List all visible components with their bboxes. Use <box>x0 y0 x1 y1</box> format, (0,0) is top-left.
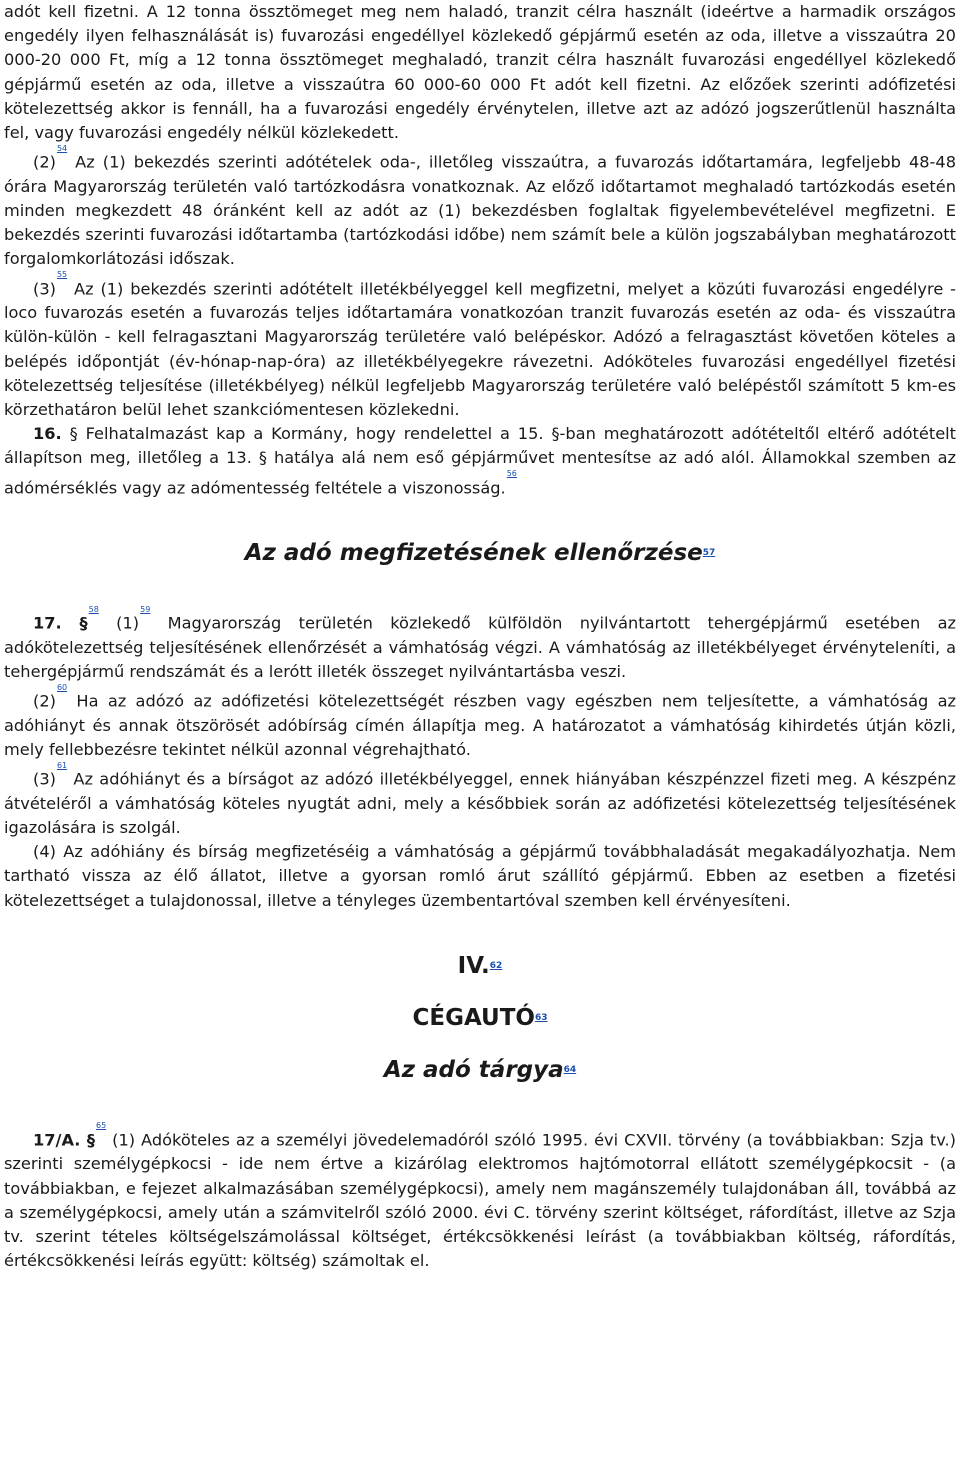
section-symbol: § <box>80 1130 95 1150</box>
heading-text: IV. <box>457 952 490 979</box>
paragraph-text: § Felhatalmazást kap a Kormány, hogy rendelettel a 15. §-ban meghatározott adótételtől eltérő adótételt állapítson meg, illetőleg a 13. § hatálya alá nem eső gépjárművet mentesítse az adó alól. Államokkal szemben az adómérséklés vagy az adómentesség feltétele a viszonosság. <box>4 424 956 498</box>
section-number: 17/A. <box>33 1130 81 1150</box>
paragraph-16 <box>4 422 956 500</box>
footnote-link-55[interactable]: 55 <box>56 270 68 280</box>
heading-tax-subject <box>4 1055 956 1085</box>
footnote-link-60[interactable]: 60 <box>56 682 68 692</box>
section-symbol: § <box>61 613 88 633</box>
footnote-link-64[interactable]: 64 <box>563 1064 577 1075</box>
heading-company-car <box>4 1003 956 1033</box>
footnote-link-65[interactable]: 65 <box>95 1121 107 1131</box>
footnote-link-59[interactable]: 59 <box>140 604 151 614</box>
subsection-label: (3) <box>33 279 56 299</box>
footnote-link-56[interactable]: 56 <box>506 469 517 479</box>
subsection-label: (2) <box>33 691 56 711</box>
paragraph-17-2 <box>4 684 956 762</box>
paragraph-text: Ha az adózó az adófizetési kötelezettségét részben vagy egészben nem teljesítette, a vámhatóság az adóhiányt és annak ötszörösét adóbírság címén állapítja meg. A határozatot a vámhatóság kihirdetés útján közli, mely fellebbezésre tekintet nélkül azonnal végrehajtható. <box>4 691 956 760</box>
section-number: 16. <box>33 424 62 444</box>
section-number: 17. <box>33 613 62 633</box>
paragraph-continuation: adót kell fizetni. A 12 tonna össztömeget meg nem haladó, tranzit célra használt (ideértve a harmadik országos engedély ilyen felhasználását is) fuvarozási engedéllyel közlekedő gépjármű esetén az oda, illetve a visszaútra 20 000-20 000 Ft, míg a 12 tonna össztömeget meghaladó, tranzit célra használt fuvarozási engedéllyel közlekedő gépjármű esetén az oda, illetve a visszaútra 60 000-60 000 Ft adót kell fizetni. Az előzőek szerinti adófizetési kötelezettség akkor is fennáll, ha a fuvarozási engedély érvénytelen, illetve azt az adózó jogszerűtlenül használta fel, vagy fuvarozási engedély nélkül közlekedett. <box>4 2 956 143</box>
footnote-link-57[interactable]: 57 <box>702 548 716 559</box>
paragraph-text: (1) Adóköteles az a személyi jövedelemadóról szóló 1995. évi CXVII. törvény (a továbbiakban: Szja tv.) szerinti személygépkocsi - ide nem értve a kizárólag elektromos hajtómotorral ellátott személygépkocsit - (a továbbiakban, e fejezet alkalmazásában személygépkocsi), amely nem magánszemély tulajdonában áll, továbbá az a személygépkocsi, amely után a számvitelről szóló 2000. évi C. törvény szerint költséget, ráfordítást, illetve az Szja tv. szerint tételes költségelszámolással költséget, értékcsökkenési leírást (a továbbiakban költség, ráfordítás, értékcsökkenési leírás együtt: költség) számoltak el. <box>4 1130 956 1271</box>
paragraph-text: Magyarország területén közlekedő külföldön nyilvántartott tehergépjármű esetében az adókötelezettség teljesítésének ellenőrzését a vámhatóság végzi. A vámhatóság az illetékbélyeget érvényteleníti, a tehergépjármű rendszámát és a lerótt illeték összeget nyilvántartásba veszi. <box>4 613 957 682</box>
paragraph-15-2 <box>4 145 956 271</box>
paragraph-17-3 <box>4 762 956 840</box>
heading-tax-payment-control <box>4 538 956 568</box>
paragraph-15-3 <box>4 272 956 423</box>
heading-text: CÉGAUTÓ <box>412 1004 535 1031</box>
footnote-link-62[interactable]: 62 <box>489 960 503 971</box>
footnote-link-63[interactable]: 63 <box>534 1012 548 1023</box>
paragraph-17-4: (4) Az adóhiány és bírság megfizetéséig a vámhatóság a gépjármű továbbhaladását megakadályozhatja. Nem tartható vissza az élő állatot, illetve a gyorsan romló árut szállító gépjármű. Ebben az esetben a fizetési kötelezettséget a tulajdonossal, illetve a tényleges üzembentartóval szemben kell érvényesíteni. <box>4 842 956 910</box>
paragraph-text: Az (1) bekezdés szerinti adótételek oda-, illetőleg visszaútra, a fuvarozás időtartamára, legfeljebb 48-48 órára Magyarország területén való tartózkodásra vonatkoznak. Az előző időtartamot meghaladó tartózkodás esetén minden megkezdett 48 óránként kell az adót az (1) bekezdésben foglaltak figyelembevételével megfizetni. E bekezdés szerinti fuvarozási időtartamba (tartózkodási időbe) nem számít bele a külön jogszabályban meghatározott forgalomkorlátozási időszak. <box>4 152 956 269</box>
footnote-link-61[interactable]: 61 <box>56 760 68 770</box>
subsection-label: (2) <box>33 152 56 172</box>
footnote-link-58[interactable]: 58 <box>88 604 99 614</box>
subsection-label: (1) <box>98 613 140 633</box>
heading-text: Az adó megfizetésének ellenőrzése <box>244 540 703 567</box>
heading-chapter-number <box>4 951 956 981</box>
subsection-label: (3) <box>33 769 56 789</box>
paragraph-17a <box>4 1123 956 1274</box>
heading-text: Az adó tárgya <box>383 1056 564 1083</box>
paragraph-text: Az adóhiányt és a bírságot az adózó illetékbélyeggel, ennek hiányában készpénzzel fizeti meg. A készpénz átvételéről a vámhatóság köteles nyugtát adni, mely a későbbiek során az adófizetési kötelezettség teljesítésének igazolására is szolgál. <box>4 769 956 838</box>
footnote-link-54[interactable]: 54 <box>56 143 68 153</box>
paragraph-17 <box>4 606 956 684</box>
paragraph-text: Az (1) bekezdés szerinti adótételt illetékbélyeggel kell megfizetni, melyet a közúti fuvarozási engedélyre - loco fuvarozás esetén a fuvarozás teljes időtartamára vonatkozóan tranzit fuvarozás esetén az oda- és visszaútra külön-külön - kell felragasztani Magyarország területére való belépéskor. Adózó a felragasztást követően köteles a belépés időpontját (év-hónap-nap-óra) az illetékbélyegekre rávezetni. Adóköteles fuvarozási engedéllyel fizetési kötelezettség teljesítése (illetékbélyeg) nélkül legfeljebb Magyarország területére való belépéstől számított 5 km-es körzethatáron belül lehet szankciómentesen közlekedni. <box>4 279 956 420</box>
